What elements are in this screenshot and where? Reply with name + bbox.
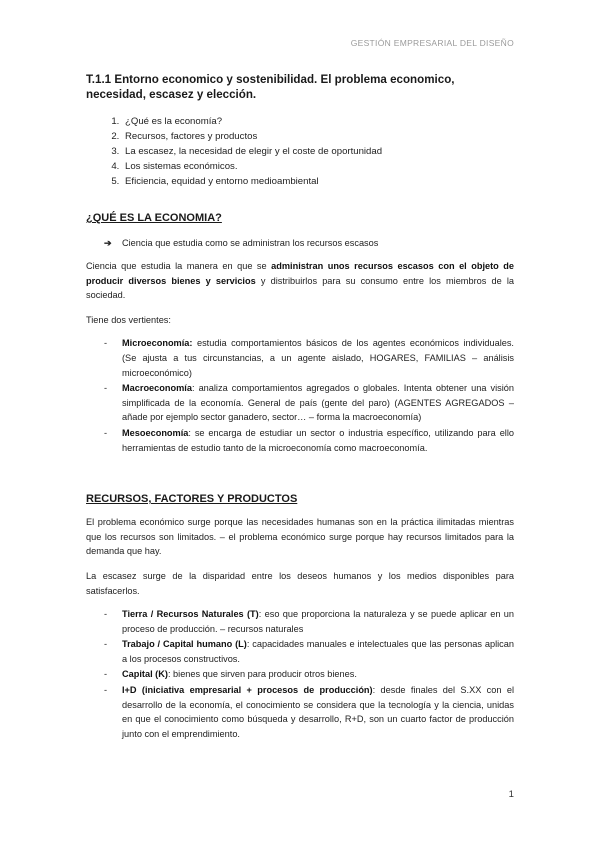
section-heading-recursos: RECURSOS, FACTORES Y PRODUCTOS [86, 493, 298, 506]
page-content [86, 72, 514, 742]
list-item: - I+D (iniciativa empresarial + procesos de producción): desde finales del S.XX con el desarrollo de la economía, el conocimiento se considera que la tecnología y la ciencia, unidas en que el conocimiento como búsqueda y desarrollo, R+D, son un cuarto factor de producción junto con el emprendimiento. [104, 685, 514, 739]
paragraph: La escasez surge de la disparidad entre los deseos humanos y los medios disponibles para satisfacerlos. [86, 570, 514, 596]
paragraph: El problema económico surge porque las necesidades humanas son en la práctica ilimitadas mientras que los recursos son limitados. – el problema económico surge porque hay recursos limitados para la demanda que hay. [86, 517, 514, 557]
arrow-right-icon: ➔ [104, 238, 112, 248]
section-heading-economia: ¿QUÉ ES LA ECONOMIA? [86, 212, 222, 224]
factores-list [86, 607, 514, 741]
list-item: - Mesoeconomía: se encarga de estudiar un sector o industria específico, utilizando para ello herramientas de estudio tanto de la microeconomía como macroeconomía. [104, 427, 514, 453]
toc-item: 5. Eficiencia, equidad y entorno medioambiental [122, 174, 514, 189]
running-header: GESTIÓN EMPRESARIAL DEL DISEÑO [350, 38, 514, 48]
document-title: T.1.1 Entorno economico y sostenibilidad. El problema economico, necesidad, escasez y elección. [86, 73, 455, 101]
list-item: - Trabajo / Capital humano (L): capacidades manuales e intelectuales que las personas aplican a los procesos constructivos. [104, 639, 514, 664]
page-number: 1 [508, 789, 514, 800]
list-item: - Tierra / Recursos Naturales (T): eso que proporciona la naturaleza y se puede aplicar en un proceso de producción. – recursos naturales [104, 609, 515, 634]
toc-item: 1. ¿Qué es la economía? [122, 114, 514, 129]
list-item: - Microeconomía: estudia comportamientos básicos de los agentes económicos individuales. (Se ajusta a tus circunstancias, a un agente aislado, HOGARES, FAMILIAS – análisis microeconómico) [104, 338, 514, 378]
paragraph: Ciencia que estudia la manera en que se administran unos recursos escasos con el objeto de producir diversos bienes y servicios y distribuirlos para su consumo entre los miembros de la sociedad. [86, 261, 515, 301]
toc-item: 2. Recursos, factores y productos [122, 129, 514, 144]
toc-item: 4. Los sistemas económicos. [122, 159, 514, 174]
list-item: - Macroeconomía: analiza comportamientos agregados o globales. Intenta obtener una visión simplificada de la economía. General de país (gente del paro) (AGENTES AGREGADOS – añade por ejemplo sector ganadero, sector… – forma la macroeconomía) [104, 383, 514, 423]
list-item: - Capital (K): bienes que sirven para producir otros bienes. [104, 669, 357, 680]
paragraph: Tiene dos vertientes: [86, 314, 171, 325]
toc-item: 3. La escasez, la necesidad de elegir y el coste de oportunidad [122, 144, 514, 159]
table-of-contents [86, 114, 514, 189]
definition-line [104, 236, 514, 250]
definition-text: Ciencia que estudia como se administran los recursos escasos [122, 238, 379, 248]
vertientes-list [86, 336, 514, 455]
